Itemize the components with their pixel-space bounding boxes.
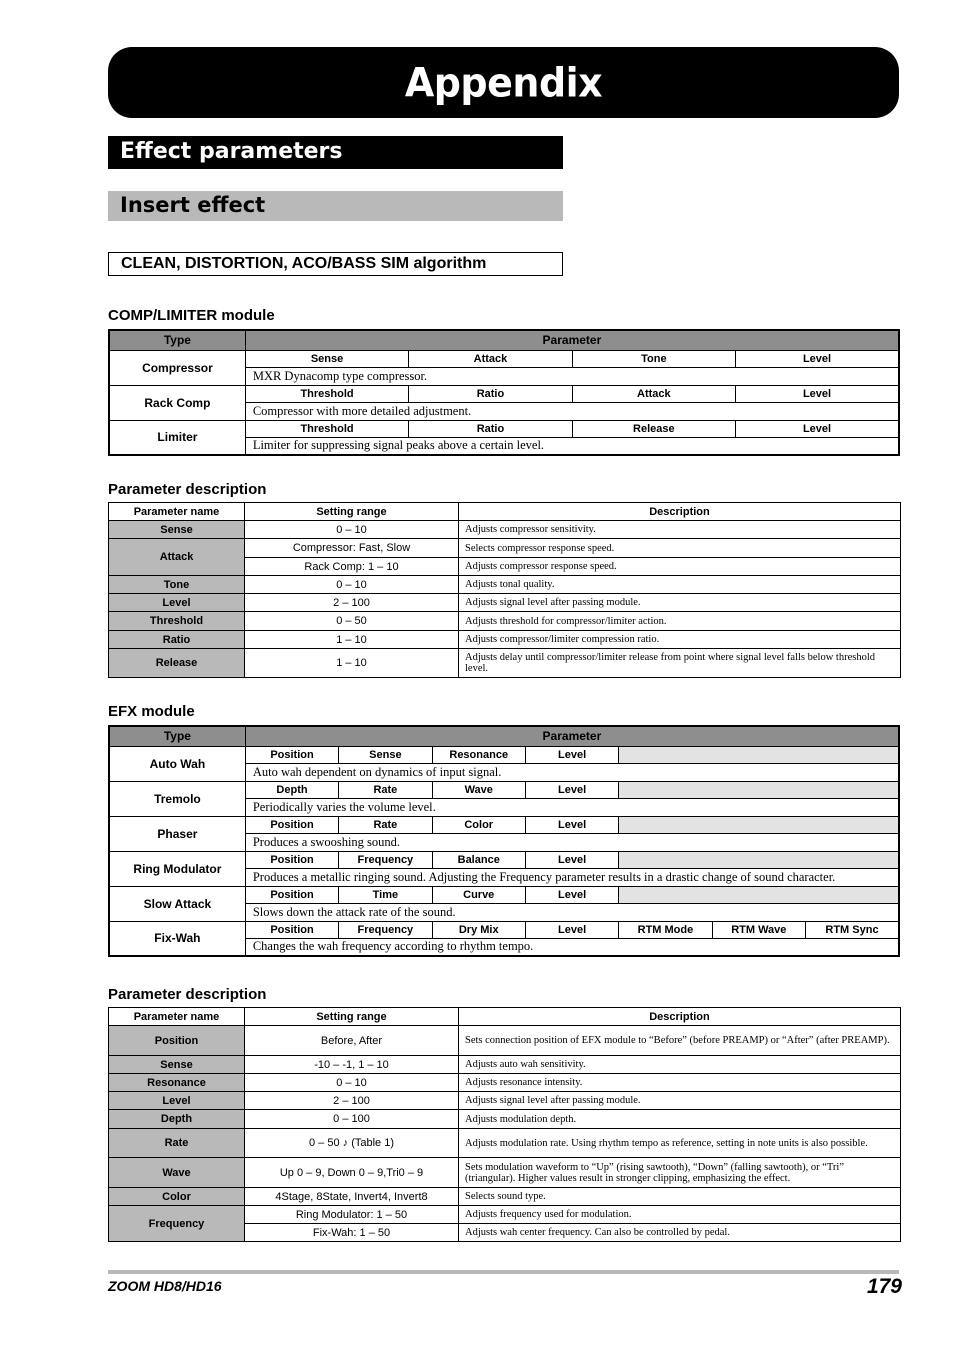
param-cell: Level [525, 886, 618, 903]
param-row [109, 594, 901, 612]
param-name-header: Parameter name [109, 1008, 245, 1026]
param-row [109, 1188, 901, 1206]
param-row [109, 649, 901, 678]
param-cell: Dry Mix [432, 921, 525, 938]
algorithm-heading: CLEAN, DISTORTION, ACO/BASS SIM algorithm [108, 252, 563, 276]
param-row [109, 1129, 901, 1158]
type-header: Type [109, 330, 245, 350]
param-cell: Depth [245, 781, 338, 798]
param-cell: Position [245, 851, 338, 868]
footer-model: ZOOM HD8/HD16 [108, 1278, 222, 1294]
param-description: Adjusts threshold for compressor/limiter action. [459, 612, 901, 631]
param-cell: RTM Wave [712, 921, 805, 938]
setting-range-header: Setting range [245, 503, 459, 521]
header-row [109, 726, 899, 746]
param-cell: Position [245, 746, 338, 763]
setting-range: Rack Comp: 1 – 10 [245, 558, 459, 576]
setting-range: 0 – 50 [245, 612, 459, 631]
comp-param-desc-table [108, 502, 901, 678]
param-name: Sense [109, 521, 245, 539]
header-row [109, 1008, 901, 1026]
param-cell: Attack [572, 385, 735, 402]
param-description: Adjusts compressor/limiter compression ratio. [459, 631, 901, 649]
param-cell: Level [525, 781, 618, 798]
type-name: Phaser [109, 816, 245, 851]
param-description: Adjusts signal level after passing module. [459, 1092, 901, 1110]
type-param-row [109, 851, 899, 868]
type-name: Rack Comp [109, 385, 245, 420]
param-cell: Curve [432, 886, 525, 903]
setting-range: 1 – 10 [245, 649, 459, 678]
param-cell: Level [525, 816, 618, 833]
page-number: 179 [866, 1275, 902, 1298]
param-cell: Ratio [409, 385, 572, 402]
param-name: Release [109, 649, 245, 678]
header-row [109, 330, 899, 350]
type-param-row [109, 886, 899, 903]
type-name: Compressor [109, 350, 245, 385]
setting-range: 2 – 100 [245, 594, 459, 612]
param-cell: Frequency [339, 851, 432, 868]
comp-type-table [108, 329, 900, 456]
param-name-header: Parameter name [109, 503, 245, 521]
type-param-row [109, 781, 899, 798]
param-cell: Level [736, 385, 899, 402]
param-description: Adjusts wah center frequency. Can also be controlled by pedal. [459, 1224, 901, 1242]
param-cell: Balance [432, 851, 525, 868]
section-heading: Effect parameters [108, 136, 563, 169]
param-cell: Level [525, 746, 618, 763]
param-cell: Rate [339, 781, 432, 798]
param-name: Sense [109, 1056, 245, 1074]
param-cell: Attack [409, 350, 572, 367]
empty-param-cell [619, 816, 899, 833]
type-param-row [109, 921, 899, 938]
param-description: Selects compressor response speed. [459, 539, 901, 558]
param-cell: Color [432, 816, 525, 833]
param-name: Level [109, 1092, 245, 1110]
param-cell: Resonance [432, 746, 525, 763]
type-name: Tremolo [109, 781, 245, 816]
efx-type-table [108, 725, 900, 957]
efx-param-desc-heading: Parameter description [108, 986, 267, 1003]
param-cell: Position [245, 886, 338, 903]
param-cell: Rate [339, 816, 432, 833]
efx-module-heading: EFX module [108, 703, 195, 720]
type-header: Type [109, 726, 245, 746]
param-row [109, 612, 901, 631]
param-cell: Frequency [339, 921, 432, 938]
param-row [109, 1206, 901, 1224]
type-param-row [109, 746, 899, 763]
setting-range: 0 – 10 [245, 1074, 459, 1092]
type-description: Produces a metallic ringing sound. Adjusting the Frequency parameter results in a drastic change of sound character. [245, 868, 899, 886]
setting-range: 0 – 100 [245, 1110, 459, 1129]
type-name: Limiter [109, 420, 245, 455]
param-cell: RTM Sync [805, 921, 899, 938]
param-name: Frequency [109, 1206, 245, 1242]
param-description: Selects sound type. [459, 1188, 901, 1206]
setting-range: Before, After [245, 1026, 459, 1056]
setting-range: 4Stage, 8State, Invert4, Invert8 [245, 1188, 459, 1206]
param-description: Sets connection position of EFX module to “Before” (before PREAMP) or “After” (after PREAMP). [459, 1026, 901, 1056]
param-name: Position [109, 1026, 245, 1056]
param-name: Threshold [109, 612, 245, 631]
param-name: Ratio [109, 631, 245, 649]
param-description: Adjusts compressor sensitivity. [459, 521, 901, 539]
type-param-row [109, 816, 899, 833]
param-row [109, 539, 901, 558]
param-name: Tone [109, 576, 245, 594]
comp-module-heading: COMP/LIMITER module [108, 307, 275, 324]
type-description: Periodically varies the volume level. [245, 798, 899, 816]
param-cell: Level [736, 350, 899, 367]
param-name: Attack [109, 539, 245, 576]
type-param-row [109, 385, 899, 402]
type-description: Slows down the attack rate of the sound. [245, 903, 899, 921]
page-title: Appendix [404, 59, 603, 106]
param-name: Color [109, 1188, 245, 1206]
setting-range: -10 – -1, 1 – 10 [245, 1056, 459, 1074]
param-cell: Time [339, 886, 432, 903]
param-cell: Sense [339, 746, 432, 763]
parameter-header: Parameter [245, 330, 899, 350]
type-description: MXR Dynacomp type compressor. [245, 367, 899, 385]
param-row [109, 631, 901, 649]
param-description: Adjusts delay until compressor/limiter release from point where signal level falls below threshold level. [459, 649, 901, 678]
setting-range: Fix-Wah: 1 – 50 [245, 1224, 459, 1242]
type-description: Auto wah dependent on dynamics of input signal. [245, 763, 899, 781]
description-header: Description [459, 1008, 901, 1026]
comp-param-desc-heading: Parameter description [108, 481, 267, 498]
footer-rule [108, 1270, 899, 1274]
param-cell: Position [245, 921, 338, 938]
type-name: Ring Modulator [109, 851, 245, 886]
param-row [109, 1158, 901, 1188]
param-description: Adjusts signal level after passing module. [459, 594, 901, 612]
efx-param-desc-table [108, 1007, 901, 1242]
appendix-banner [108, 47, 899, 118]
empty-param-cell [619, 886, 899, 903]
param-name: Level [109, 594, 245, 612]
type-param-row [109, 420, 899, 437]
empty-param-cell [619, 746, 899, 763]
description-header: Description [459, 503, 901, 521]
param-cell: RTM Mode [619, 921, 712, 938]
param-cell: Release [572, 420, 735, 437]
param-name: Resonance [109, 1074, 245, 1092]
param-name: Depth [109, 1110, 245, 1129]
setting-range: Ring Modulator: 1 – 50 [245, 1206, 459, 1224]
setting-range: 1 – 10 [245, 631, 459, 649]
type-description: Produces a swooshing sound. [245, 833, 899, 851]
setting-range: Up 0 – 9, Down 0 – 9,Tri0 – 9 [245, 1158, 459, 1188]
param-description: Adjusts frequency used for modulation. [459, 1206, 901, 1224]
setting-range: 0 – 10 [245, 521, 459, 539]
param-cell: Position [245, 816, 338, 833]
empty-param-cell [619, 781, 899, 798]
param-cell: Level [525, 851, 618, 868]
param-cell: Threshold [245, 420, 408, 437]
param-cell: Tone [572, 350, 735, 367]
param-name: Wave [109, 1158, 245, 1188]
param-description: Sets modulation waveform to “Up” (rising sawtooth), “Down” (falling sawtooth), or “Tri” (triangular). Higher values result in stronger clipping, emphasizing the effect. [459, 1158, 901, 1188]
type-name: Fix-Wah [109, 921, 245, 956]
param-cell: Level [525, 921, 618, 938]
param-description: Adjusts modulation rate. Using rhythm tempo as reference, setting in note units is also possible. [459, 1129, 901, 1158]
param-cell: Ratio [409, 420, 572, 437]
param-row [109, 521, 901, 539]
setting-range-header: Setting range [245, 1008, 459, 1026]
param-cell: Wave [432, 781, 525, 798]
param-description: Adjusts modulation depth. [459, 1110, 901, 1129]
setting-range: 0 – 50 ♪ (Table 1) [245, 1129, 459, 1158]
type-description: Changes the wah frequency according to rhythm tempo. [245, 938, 899, 956]
param-cell: Threshold [245, 385, 408, 402]
type-description: Compressor with more detailed adjustment. [245, 402, 899, 420]
type-name: Auto Wah [109, 746, 245, 781]
parameter-header: Parameter [245, 726, 899, 746]
param-row [109, 1092, 901, 1110]
param-description: Adjusts resonance intensity. [459, 1074, 901, 1092]
param-row [109, 1110, 901, 1129]
param-row [109, 1074, 901, 1092]
empty-param-cell [619, 851, 899, 868]
subsection-heading: Insert effect [108, 191, 563, 221]
type-name: Slow Attack [109, 886, 245, 921]
param-row [109, 576, 901, 594]
param-description: Adjusts compressor response speed. [459, 558, 901, 576]
param-name: Rate [109, 1129, 245, 1158]
param-row [109, 1026, 901, 1056]
type-description: Limiter for suppressing signal peaks above a certain level. [245, 437, 899, 455]
setting-range: 2 – 100 [245, 1092, 459, 1110]
type-param-row [109, 350, 899, 367]
param-row [109, 1056, 901, 1074]
param-description: Adjusts tonal quality. [459, 576, 901, 594]
setting-range: Compressor: Fast, Slow [245, 539, 459, 558]
param-cell: Level [736, 420, 899, 437]
param-description: Adjusts auto wah sensitivity. [459, 1056, 901, 1074]
setting-range: 0 – 10 [245, 576, 459, 594]
header-row [109, 503, 901, 521]
param-cell: Sense [245, 350, 408, 367]
